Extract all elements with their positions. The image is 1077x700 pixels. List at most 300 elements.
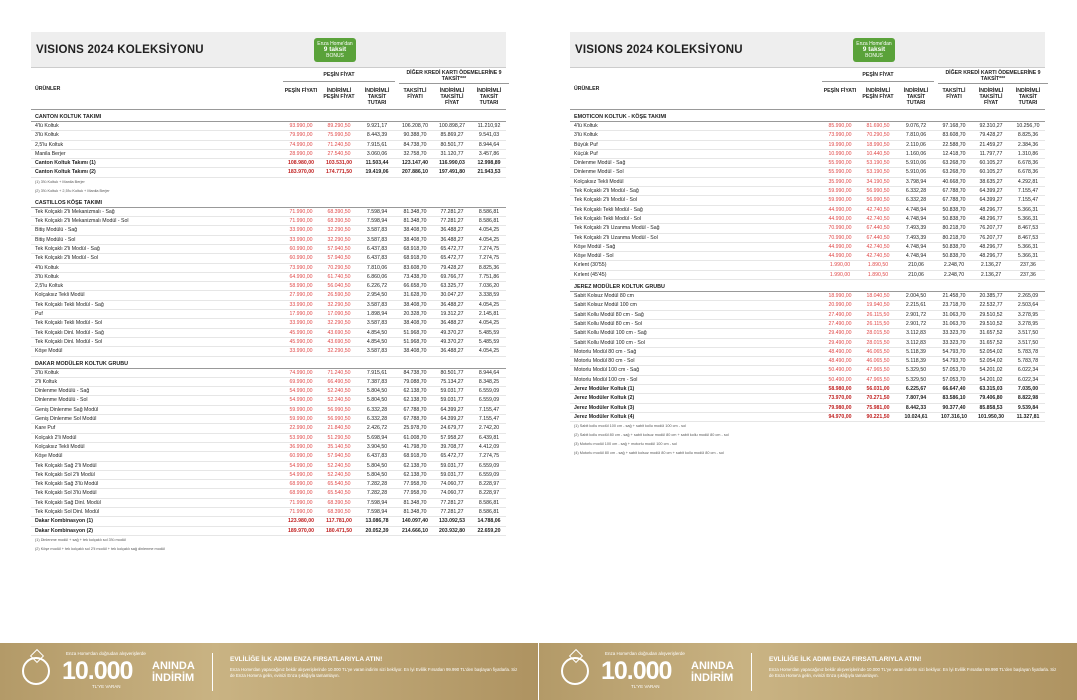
- price-cell: 60.105,27: [979, 160, 1003, 167]
- price-cell: 5.804,50: [366, 388, 388, 395]
- table-row: [570, 159, 1045, 168]
- table-row: [31, 443, 506, 452]
- table-row: [570, 243, 1045, 252]
- product-name: Puf: [35, 311, 43, 318]
- product-name: Geniş Dinlenme Sol Modül: [35, 416, 97, 423]
- price-cell: 80.218,70: [942, 234, 966, 241]
- price-cell: 58.980,00: [828, 386, 852, 393]
- table-row: [570, 224, 1045, 233]
- table-row: [570, 131, 1045, 140]
- price-cell: 70.990,00: [828, 225, 852, 232]
- price-cell: 79.428,27: [440, 264, 464, 271]
- price-cell: 44.990,00: [828, 253, 852, 260]
- price-cell: 11.327,81: [1016, 413, 1040, 420]
- price-cell: 35.140,50: [327, 443, 351, 450]
- price-cell: 38.408,70: [403, 348, 427, 355]
- footnote: (1) Dinlenme modül + sağ + tek kolçaklı sol 3'lü modül: [35, 537, 126, 542]
- price-cell: 81.348,70: [403, 499, 427, 506]
- price-cell: 65.540,50: [327, 481, 351, 488]
- price-cell: 36.488,27: [440, 348, 464, 355]
- price-cell: 27.540,50: [327, 150, 351, 157]
- product-name: 4'lü Koltuk: [574, 123, 598, 129]
- price-cell: 26.115,50: [866, 320, 890, 327]
- price-cell: 36.488,27: [440, 236, 464, 243]
- price-cell: 6.022,34: [1017, 376, 1039, 383]
- table-row: [570, 404, 1045, 413]
- price-cell: 18.990,50: [866, 141, 890, 148]
- price-cell: 79.428,27: [979, 132, 1003, 139]
- price-cell: 55.990,00: [828, 169, 852, 176]
- footnote: (2) 3'lü Koltuk + 2,5'lu Koltuk + Manila Berjer: [35, 188, 110, 193]
- price-cell: 101.950,30: [978, 413, 1004, 420]
- rings-icon: [561, 657, 589, 685]
- price-cell: 66.490,50: [327, 378, 351, 385]
- price-cell: 48.490,00: [828, 358, 852, 365]
- col-header-urunler: ÜRÜNLER: [35, 86, 61, 92]
- price-cell: 67.788,70: [942, 197, 966, 204]
- price-cell: 7.493,39: [905, 234, 927, 241]
- price-cell: 77.281,27: [440, 508, 464, 515]
- product-name: Sabit Kollu Modül 80 cm - Sağ: [574, 311, 644, 318]
- price-cell: 174.771,50: [326, 169, 352, 176]
- price-cell: 65.472,77: [440, 255, 464, 262]
- price-cell: 28.990,00: [289, 150, 313, 157]
- product-name: Kırlent (30'55): [574, 262, 607, 269]
- price-cell: 6.332,28: [366, 416, 388, 423]
- price-cell: 10.440,50: [866, 150, 890, 157]
- price-cell: 11.503,44: [365, 160, 389, 167]
- price-cell: 50.490,00: [828, 376, 852, 383]
- price-cell: 73.970,00: [828, 395, 852, 402]
- banner-amount: 10.000: [62, 657, 133, 685]
- price-cell: 85.869,27: [440, 132, 464, 139]
- product-name: Tek Kolçaklı Sol Dinl. Modül: [35, 508, 100, 515]
- col-header: PEŞİN FİYATI: [823, 88, 857, 94]
- price-cell: 4.748,94: [905, 215, 927, 222]
- price-cell: 47.965,50: [866, 367, 890, 374]
- price-cell: 54.990,00: [289, 388, 313, 395]
- table-row: [570, 206, 1045, 215]
- col-header: PEŞİN FİYATI: [284, 88, 318, 94]
- price-cell: 62.138,70: [403, 397, 427, 404]
- price-cell: 6.559,09: [478, 388, 500, 395]
- price-cell: 1.898,94: [366, 311, 388, 318]
- product-name: Sabit Kolsuz Modül 100 cm: [574, 302, 637, 309]
- footnote: (1) Sabit kollu modül 100 cm - sağ + sabit kollu modül 100 cm - sol: [574, 424, 686, 429]
- price-cell: 31.120,77: [440, 150, 464, 157]
- price-cell: 6.437,83: [366, 453, 388, 460]
- price-cell: 7.598,94: [366, 208, 388, 215]
- price-cell: 38.408,70: [403, 227, 427, 234]
- price-cell: 8.586,81: [478, 499, 500, 506]
- section-title: CANTON KOLTUK TAKIMI: [31, 110, 506, 122]
- table-row: [31, 517, 506, 526]
- price-cell: 36.488,27: [440, 301, 464, 308]
- price-cell: 7.387,83: [366, 378, 388, 385]
- price-cell: 7.915,61: [366, 369, 388, 376]
- product-name: Tek Kolçaklı 2'li Modül - Sağ: [574, 188, 639, 195]
- price-cell: 7.598,94: [366, 499, 388, 506]
- product-name: Tek Kolçaklı 2'li Modül - Sağ: [35, 245, 100, 252]
- section-title: DAKAR MODÜLER KOLTUK GRUBU: [31, 357, 506, 369]
- col-header: İNDİRİMLİ PEŞİN FİYAT: [323, 88, 355, 100]
- price-cell: 57.053,70: [942, 376, 966, 383]
- price-cell: 75.134,27: [440, 378, 464, 385]
- price-cell: 59.990,00: [289, 406, 313, 413]
- product-name: 3'lü Koltuk: [574, 132, 598, 139]
- table-row: [570, 348, 1045, 357]
- price-cell: 33.990,00: [289, 227, 313, 234]
- price-cell: 6.860,06: [366, 273, 388, 280]
- price-cell: 70.290,50: [327, 264, 351, 271]
- table-row: [570, 357, 1045, 366]
- price-cell: 71.990,00: [289, 208, 313, 215]
- price-cell: 3.587,83: [366, 236, 388, 243]
- price-cell: 46.065,50: [866, 348, 890, 355]
- product-name: Tek Kolçaklı 2'li Uzanma Modül - Sağ: [574, 225, 660, 232]
- table-row: [31, 226, 506, 235]
- price-cell: 3.587,83: [366, 320, 388, 327]
- price-cell: 7.751,86: [478, 273, 500, 280]
- price-cell: 31.628,70: [403, 292, 427, 299]
- product-name: Dinlenme Modülü - Sol: [35, 397, 88, 404]
- price-cell: 54.793,70: [942, 348, 966, 355]
- price-cell: 68.990,00: [289, 490, 313, 497]
- price-cell: 38.408,70: [403, 301, 427, 308]
- price-cell: 54.793,70: [942, 358, 966, 365]
- page-header: [570, 32, 1045, 68]
- price-cell: 61.008,70: [403, 434, 427, 441]
- price-cell: 59.990,00: [828, 197, 852, 204]
- price-cell: 54.990,00: [289, 471, 313, 478]
- price-cell: 56.990,50: [327, 406, 351, 413]
- price-cell: 83.608,70: [942, 132, 966, 139]
- price-cell: 5.118,39: [906, 348, 926, 355]
- price-cell: 8.586,81: [478, 208, 500, 215]
- footnote: (1) 3'lü Koltuk + Manila Berjer: [35, 179, 85, 184]
- price-cell: 5.804,50: [366, 462, 388, 469]
- price-cell: 6.559,09: [478, 397, 500, 404]
- price-cell: 5.329,50: [905, 376, 927, 383]
- table-row: [31, 329, 506, 338]
- price-cell: 32.290,50: [327, 320, 351, 327]
- price-cell: 31.063,70: [942, 320, 966, 327]
- price-cell: 22.588,70: [942, 141, 966, 148]
- product-name: Geniş Dinlenme Sağ Modül: [35, 406, 99, 413]
- price-cell: 26.115,50: [866, 311, 890, 318]
- price-cell: 54.201,02: [979, 376, 1003, 383]
- price-cell: 2.110,06: [906, 141, 926, 148]
- table-row: [31, 282, 506, 291]
- price-cell: 79.990,00: [289, 132, 313, 139]
- price-cell: 7.035,00: [1017, 386, 1039, 393]
- price-cell: 50.490,00: [828, 367, 852, 374]
- price-cell: 1.160,06: [905, 150, 927, 157]
- page-title: VISIONS 2024 KOLEKSİYONU: [575, 44, 743, 56]
- footnote: (4) Motorlu modül 80 cm - sağ + sabit kolsuz modül 80 cm + sabit kollu modül 80 cm - sol: [574, 451, 724, 456]
- price-cell: 100.898,27: [439, 123, 465, 129]
- price-cell: 58.990,00: [289, 283, 313, 290]
- price-cell: 7.810,06: [366, 264, 388, 271]
- col-group-pesin: PEŞİN FİYAT: [283, 72, 395, 82]
- price-cell: 63.315,03: [979, 386, 1003, 393]
- price-cell: 203.932,80: [439, 527, 465, 534]
- price-cell: 76.207,77: [979, 234, 1003, 241]
- price-cell: 9.541,03: [478, 132, 500, 139]
- price-cell: 64.399,27: [979, 188, 1003, 195]
- price-cell: 4.748,94: [905, 253, 927, 260]
- col-header: İNDİRİMLİ TAKSİT TUTARI: [476, 88, 502, 106]
- price-cell: 68.990,00: [289, 481, 313, 488]
- price-cell: 106.208,70: [402, 123, 428, 129]
- product-name: Jerez Modüler Koltuk (3): [574, 404, 635, 411]
- price-cell: 65.540,50: [327, 490, 351, 497]
- price-cell: 56.990,50: [866, 188, 890, 195]
- table-row: [31, 434, 506, 443]
- price-cell: 237,36: [1020, 271, 1036, 278]
- col-header: İNDİRİMLİ TAKSİTLİ FİYAT: [439, 88, 465, 106]
- price-cell: 33.323,70: [942, 330, 966, 337]
- price-cell: 4.054,25: [478, 301, 500, 308]
- price-cell: 54.990,00: [289, 397, 313, 404]
- price-cell: 19.940,50: [866, 302, 890, 309]
- price-cell: 48.296,77: [979, 206, 1003, 213]
- price-cell: 107.316,10: [941, 413, 967, 420]
- price-cell: 74.990,00: [289, 141, 313, 148]
- price-cell: 42.740,50: [866, 243, 890, 250]
- table-row: [31, 236, 506, 245]
- price-cell: 75.990,50: [327, 132, 351, 139]
- price-cell: 29.490,00: [828, 330, 852, 337]
- table-header: [31, 68, 506, 110]
- price-cell: 20.990,00: [828, 302, 852, 309]
- price-cell: 56.990,50: [866, 197, 890, 204]
- price-cell: 7.274,75: [478, 255, 500, 262]
- price-cell: 23.718,70: [942, 302, 966, 309]
- section-title: JEREZ MODÜLER KOLTUK GRUBU: [570, 280, 1045, 292]
- col-header: İNDİRİMLİ TAKSİT TUTARI: [1015, 88, 1041, 106]
- product-name: Dakar Kombinasyon (1): [35, 518, 93, 525]
- price-cell: 68.390,50: [327, 499, 351, 506]
- price-cell: 7.915,61: [366, 141, 388, 148]
- price-cell: 8.442,33: [905, 404, 927, 411]
- price-cell: 31.063,70: [942, 311, 966, 318]
- price-cell: 210,06: [908, 271, 924, 278]
- price-cell: 68.390,50: [327, 508, 351, 515]
- price-cell: 1.890,50: [867, 271, 889, 278]
- price-cell: 19.312,27: [440, 311, 464, 318]
- footnote: (2) Köşe modül + tek kolçaklı sol 2'li modül + tek kolçaklı sağ dinlenme modül: [35, 546, 165, 551]
- price-cell: 43.690,50: [327, 338, 351, 345]
- price-cell: 36.990,00: [289, 443, 313, 450]
- footnote: (2) Sabit kollu modül 80 cm - sağ + sabit kolsuz modül 80 cm + sabit kollu modül 80 cm - sol: [574, 433, 729, 438]
- price-cell: 38.408,70: [403, 320, 427, 327]
- price-cell: 83.586,10: [942, 395, 966, 402]
- price-cell: 48.296,77: [979, 215, 1003, 222]
- product-name: Dinlenme Modül - Sol: [574, 169, 624, 176]
- price-cell: 48.490,00: [828, 348, 852, 355]
- col-header: İNDİRİMLİ TAKSİT TUTARI: [903, 88, 929, 106]
- product-name: Kırlent (45'45): [574, 271, 607, 278]
- price-cell: 49.370,27: [440, 329, 464, 336]
- table-row: [31, 415, 506, 424]
- price-cell: 3.278,95: [1017, 311, 1039, 318]
- table-row: [570, 234, 1045, 243]
- price-cell: 4.854,50: [366, 338, 388, 345]
- product-name: Tek Kolçaklı 2'li Mekanizmalı - Sağ: [35, 208, 115, 215]
- table-row: [31, 369, 506, 378]
- price-cell: 52.240,50: [327, 471, 351, 478]
- price-cell: 77.281,27: [440, 218, 464, 225]
- price-cell: 77.958,70: [403, 481, 427, 488]
- banner-body: Enza Home'dan yapacağınız bekâr alışverişlerinde 10.000 TL'ye varan indirim sizi bekliyor. En İyi Evlilik Fırsatları 99.990 TL'den başlayan fiyatlarla. Siz de Enza Home'a gelin, evinizi Enza şıklığıyla tamamlayın.: [230, 667, 518, 678]
- price-cell: 59.031,77: [440, 462, 464, 469]
- price-cell: 59.990,00: [289, 416, 313, 423]
- col-header: İNDİRİMLİ TAKSİTLİ FİYAT: [978, 88, 1004, 106]
- product-name: Büyük Puf: [574, 141, 598, 148]
- price-cell: 214.666,10: [402, 527, 428, 534]
- price-cell: 8.944,64: [478, 141, 500, 148]
- price-cell: 49.370,27: [440, 338, 464, 345]
- price-cell: 54.990,00: [289, 462, 313, 469]
- price-cell: 51.290,50: [327, 434, 351, 441]
- price-cell: 68.918,70: [403, 255, 427, 262]
- price-cell: 3.517,50: [1017, 339, 1039, 346]
- price-cell: 84.738,70: [403, 369, 427, 376]
- price-cell: 64.399,27: [440, 416, 464, 423]
- table-row: [570, 320, 1045, 329]
- price-cell: 51.968,70: [403, 338, 427, 345]
- price-cell: 3.587,83: [366, 348, 388, 355]
- price-cell: 2.426,72: [366, 425, 388, 432]
- price-cell: 2.503,64: [1017, 302, 1039, 309]
- price-cell: 27.490,00: [828, 320, 852, 327]
- price-cell: 59.031,77: [440, 471, 464, 478]
- price-cell: 5.366,31: [1017, 215, 1039, 222]
- price-cell: 11.797,77: [979, 150, 1003, 157]
- banner-amount: 10.000: [601, 657, 672, 685]
- price-cell: 56.040,50: [327, 283, 351, 290]
- price-cell: 67.788,70: [403, 416, 427, 423]
- table-row: [31, 338, 506, 347]
- price-cell: 4.054,25: [478, 348, 500, 355]
- price-cell: 56.990,50: [327, 416, 351, 423]
- price-cell: 44.990,00: [828, 215, 852, 222]
- taksit-badge: Enza Home'dan 9 taksit BONUS: [853, 38, 895, 62]
- price-cell: 6.225,67: [905, 386, 927, 393]
- banner-body: Enza Home'dan yapacağınız bekâr alışverişlerinde 10.000 TL'ye varan indirim sizi bekliyor. En İyi Evlilik Fırsatları 99.990 TL'den başlayan fiyatlarla. Siz de Enza Home'a gelin, evinizi Enza şıklığıyla tamamlayın.: [769, 667, 1057, 678]
- table-row: [570, 292, 1045, 301]
- price-cell: 90.221,50: [866, 413, 890, 420]
- product-name: 2'li Koltuk: [35, 378, 58, 385]
- price-cell: 7.155,47: [478, 406, 500, 413]
- product-name: Dinlenme Modülü - Sağ: [35, 388, 90, 395]
- price-cell: 85.858,53: [979, 404, 1003, 411]
- price-cell: 27.490,00: [828, 311, 852, 318]
- col-group-taksit: DİĞER KREDİ KARTI ÖDEMELERİNE 9 TAKSİT***: [399, 70, 509, 84]
- price-cell: 92.310,27: [979, 123, 1003, 129]
- banner-small-text: Enza Home'dan doğrudan alışverişlerde: [605, 651, 685, 656]
- product-name: Tek Kolçaklı Dinl. Modül - Sol: [35, 338, 103, 345]
- price-cell: 50.838,70: [942, 215, 966, 222]
- price-cell: 54.201,02: [979, 367, 1003, 374]
- price-cell: 70.271,50: [866, 395, 890, 402]
- price-cell: 183.970,00: [288, 169, 314, 176]
- table-row: [31, 254, 506, 263]
- price-cell: 2.248,70: [943, 262, 965, 269]
- product-name: Dakar Kombinasyon (2): [35, 527, 93, 534]
- price-cell: 52.054,02: [979, 358, 1003, 365]
- table-row: [570, 168, 1045, 177]
- price-cell: 44.990,00: [828, 206, 852, 213]
- price-cell: 53.990,00: [289, 434, 313, 441]
- product-name: Motorlu Modül 100 cm - Sol: [574, 376, 638, 383]
- price-cell: 63.268,70: [942, 160, 966, 167]
- price-cell: 57.940,50: [327, 255, 351, 262]
- table-row: [570, 150, 1045, 159]
- table-row: [570, 122, 1045, 131]
- table-row: [31, 387, 506, 396]
- price-cell: 1.990,00: [829, 262, 851, 269]
- table-row: [570, 261, 1045, 270]
- price-cell: 4.054,25: [478, 320, 500, 327]
- price-cell: 52.240,50: [327, 388, 351, 395]
- product-name: Kolçaklı 2'li Modül: [35, 434, 77, 441]
- product-name: Tek Kolçaklı Sağ 3'lü Modül: [35, 481, 99, 488]
- product-name: 3'lü Koltuk: [35, 132, 59, 139]
- col-header: İNDİRİMLİ TAKSİT TUTARI: [364, 88, 390, 106]
- price-cell: 8.825,36: [478, 264, 500, 271]
- price-cell: 52.054,02: [979, 348, 1003, 355]
- price-cell: 123.147,40: [402, 160, 428, 167]
- price-cell: 45.990,00: [289, 338, 313, 345]
- price-cell: 10.256,70: [1016, 123, 1040, 129]
- price-cell: 60.105,27: [979, 169, 1003, 176]
- price-cell: 5.910,06: [905, 160, 927, 167]
- price-cell: 6.439,81: [478, 434, 500, 441]
- price-cell: 38.635,27: [979, 178, 1003, 185]
- price-cell: 6.437,83: [366, 255, 388, 262]
- price-cell: 52.240,50: [327, 397, 351, 404]
- price-cell: 31.657,52: [979, 330, 1003, 337]
- table-row: [31, 424, 506, 433]
- price-cell: 68.390,50: [327, 208, 351, 215]
- price-cell: 90.388,70: [403, 132, 427, 139]
- price-cell: 57.940,50: [327, 453, 351, 460]
- price-cell: 63.268,70: [942, 169, 966, 176]
- price-cell: 7.282,28: [366, 481, 388, 488]
- price-cell: 38.408,70: [403, 236, 427, 243]
- price-cell: 18.990,00: [828, 293, 852, 300]
- price-cell: 46.065,50: [866, 358, 890, 365]
- product-name: Tek Kolçaklı Tekli Modül - Sağ: [35, 301, 104, 308]
- price-cell: 5.804,50: [366, 471, 388, 478]
- price-cell: 80.501,77: [440, 141, 464, 148]
- price-cell: 7.807,94: [905, 395, 927, 402]
- section-title: EMOTICON KOLTUK - KÖŞE TAKIMI: [570, 110, 1045, 122]
- price-cell: 5.783,78: [1017, 358, 1039, 365]
- col-header: TAKSİTLİ FİYATI: [942, 88, 966, 100]
- price-cell: 6.678,36: [1017, 169, 1039, 176]
- price-cell: 180.471,50: [326, 527, 352, 534]
- price-cell: 47.965,50: [866, 376, 890, 383]
- price-cell: 79.406,80: [979, 395, 1003, 402]
- price-cell: 70.290,50: [866, 132, 890, 139]
- price-cell: 64.399,27: [440, 406, 464, 413]
- price-cell: 6.678,36: [1017, 160, 1039, 167]
- price-cell: 32.758,70: [403, 150, 427, 157]
- price-cell: 7.598,94: [366, 508, 388, 515]
